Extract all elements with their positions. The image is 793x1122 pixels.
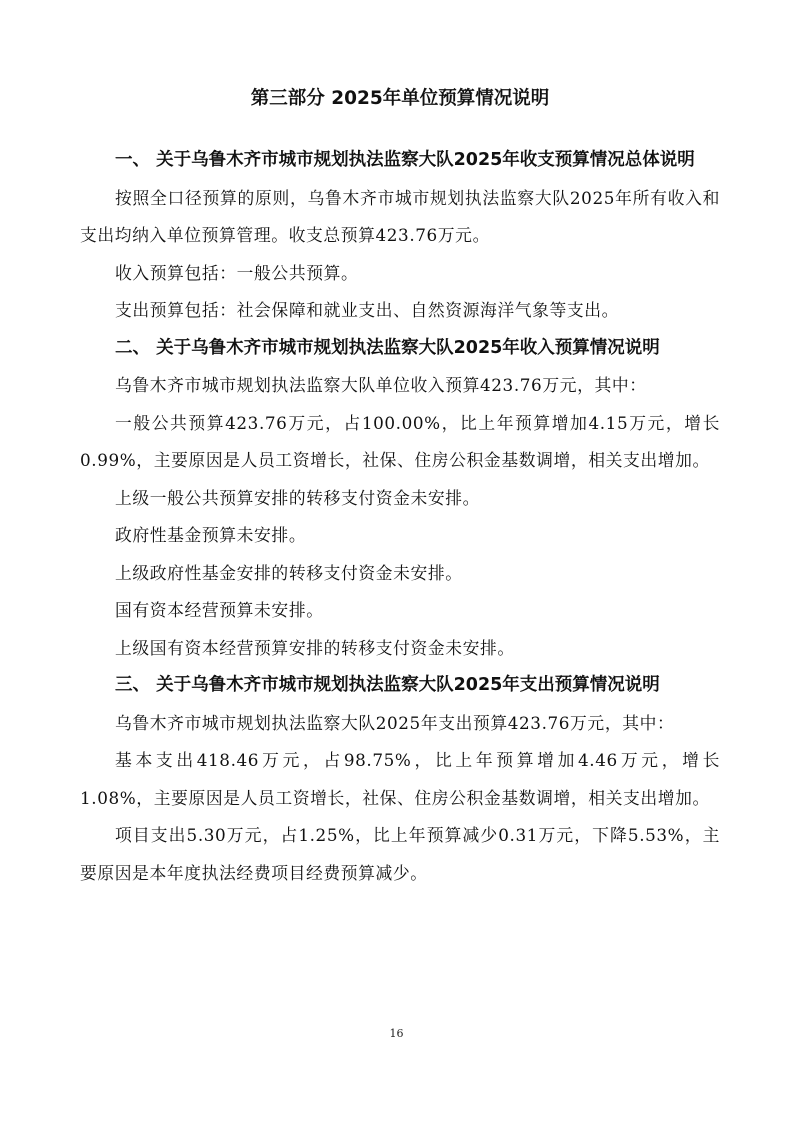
section-1-heading: 一、 关于乌鲁木齐市城市规划执法监察大队2025年收支预算情况总体说明 bbox=[115, 150, 695, 170]
section-2 bbox=[80, 330, 720, 668]
section-1-paragraph-2: 收入预算包括：一般公共预算。 bbox=[115, 262, 359, 283]
section-3-heading: 三、 关于乌鲁木齐市城市规划执法监察大队2025年支出预算情况说明 bbox=[115, 675, 660, 695]
section-2-heading: 二、 关于乌鲁木齐市城市规划执法监察大队2025年收入预算情况说明 bbox=[115, 337, 660, 358]
section-2-paragraph-3: 上级一般公共预算安排的转移支付资金未安排。 bbox=[115, 487, 481, 508]
page-title: 第三部分 2025年单位预算情况说明 bbox=[250, 88, 550, 109]
section-3 bbox=[80, 667, 720, 892]
section-3-paragraph-2: 基本支出418.46万元，占98.75%，比上年预算增加4.46万元，增长1.08%，主要原因是人员工资增长，社保、住房公积金基数调增，相关支出增加。 bbox=[80, 750, 720, 808]
section-2-paragraph-7: 上级国有资本经营预算安排的转移支付资金未安排。 bbox=[115, 637, 515, 658]
section-2-paragraph-1: 乌鲁木齐市城市规划执法监察大队单位收入预算423.76万元，其中： bbox=[115, 375, 647, 395]
section-2-paragraph-6: 国有资本经营预算未安排。 bbox=[115, 600, 324, 620]
section-2-paragraph-2: 一般公共预算423.76万元，占100.00%，比上年预算增加4.15万元，增长0.99%，主要原因是人员工资增长，社保、住房公积金基数调增，相关支出增加。 bbox=[80, 412, 720, 470]
section-1-paragraph-3: 支出预算包括：社会保障和就业支出、自然资源海洋气象等支出。 bbox=[115, 300, 620, 320]
document-page bbox=[80, 86, 720, 892]
section-2-paragraph-4: 政府性基金预算未安排。 bbox=[115, 525, 307, 545]
section-3-paragraph-1: 乌鲁木齐市城市规划执法监察大队2025年支出预算423.76万元，其中： bbox=[115, 712, 675, 733]
section-3-paragraph-3: 项目支出5.30万元，占1.25%，比上年预算减少0.31万元，下降5.53%，主要原因是本年度执法经费项目经费预算减少。 bbox=[80, 825, 720, 883]
section-1 bbox=[80, 142, 720, 330]
section-1-paragraph-1: 按照全口径预算的原则，乌鲁木齐市城市规划执法监察大队2025年所有收入和支出均纳入单位预算管理。收支总预算423.76万元。 bbox=[80, 187, 720, 245]
section-2-paragraph-5: 上级政府性基金安排的转移支付资金未安排。 bbox=[115, 562, 463, 583]
page-number: 16 bbox=[389, 1027, 404, 1040]
